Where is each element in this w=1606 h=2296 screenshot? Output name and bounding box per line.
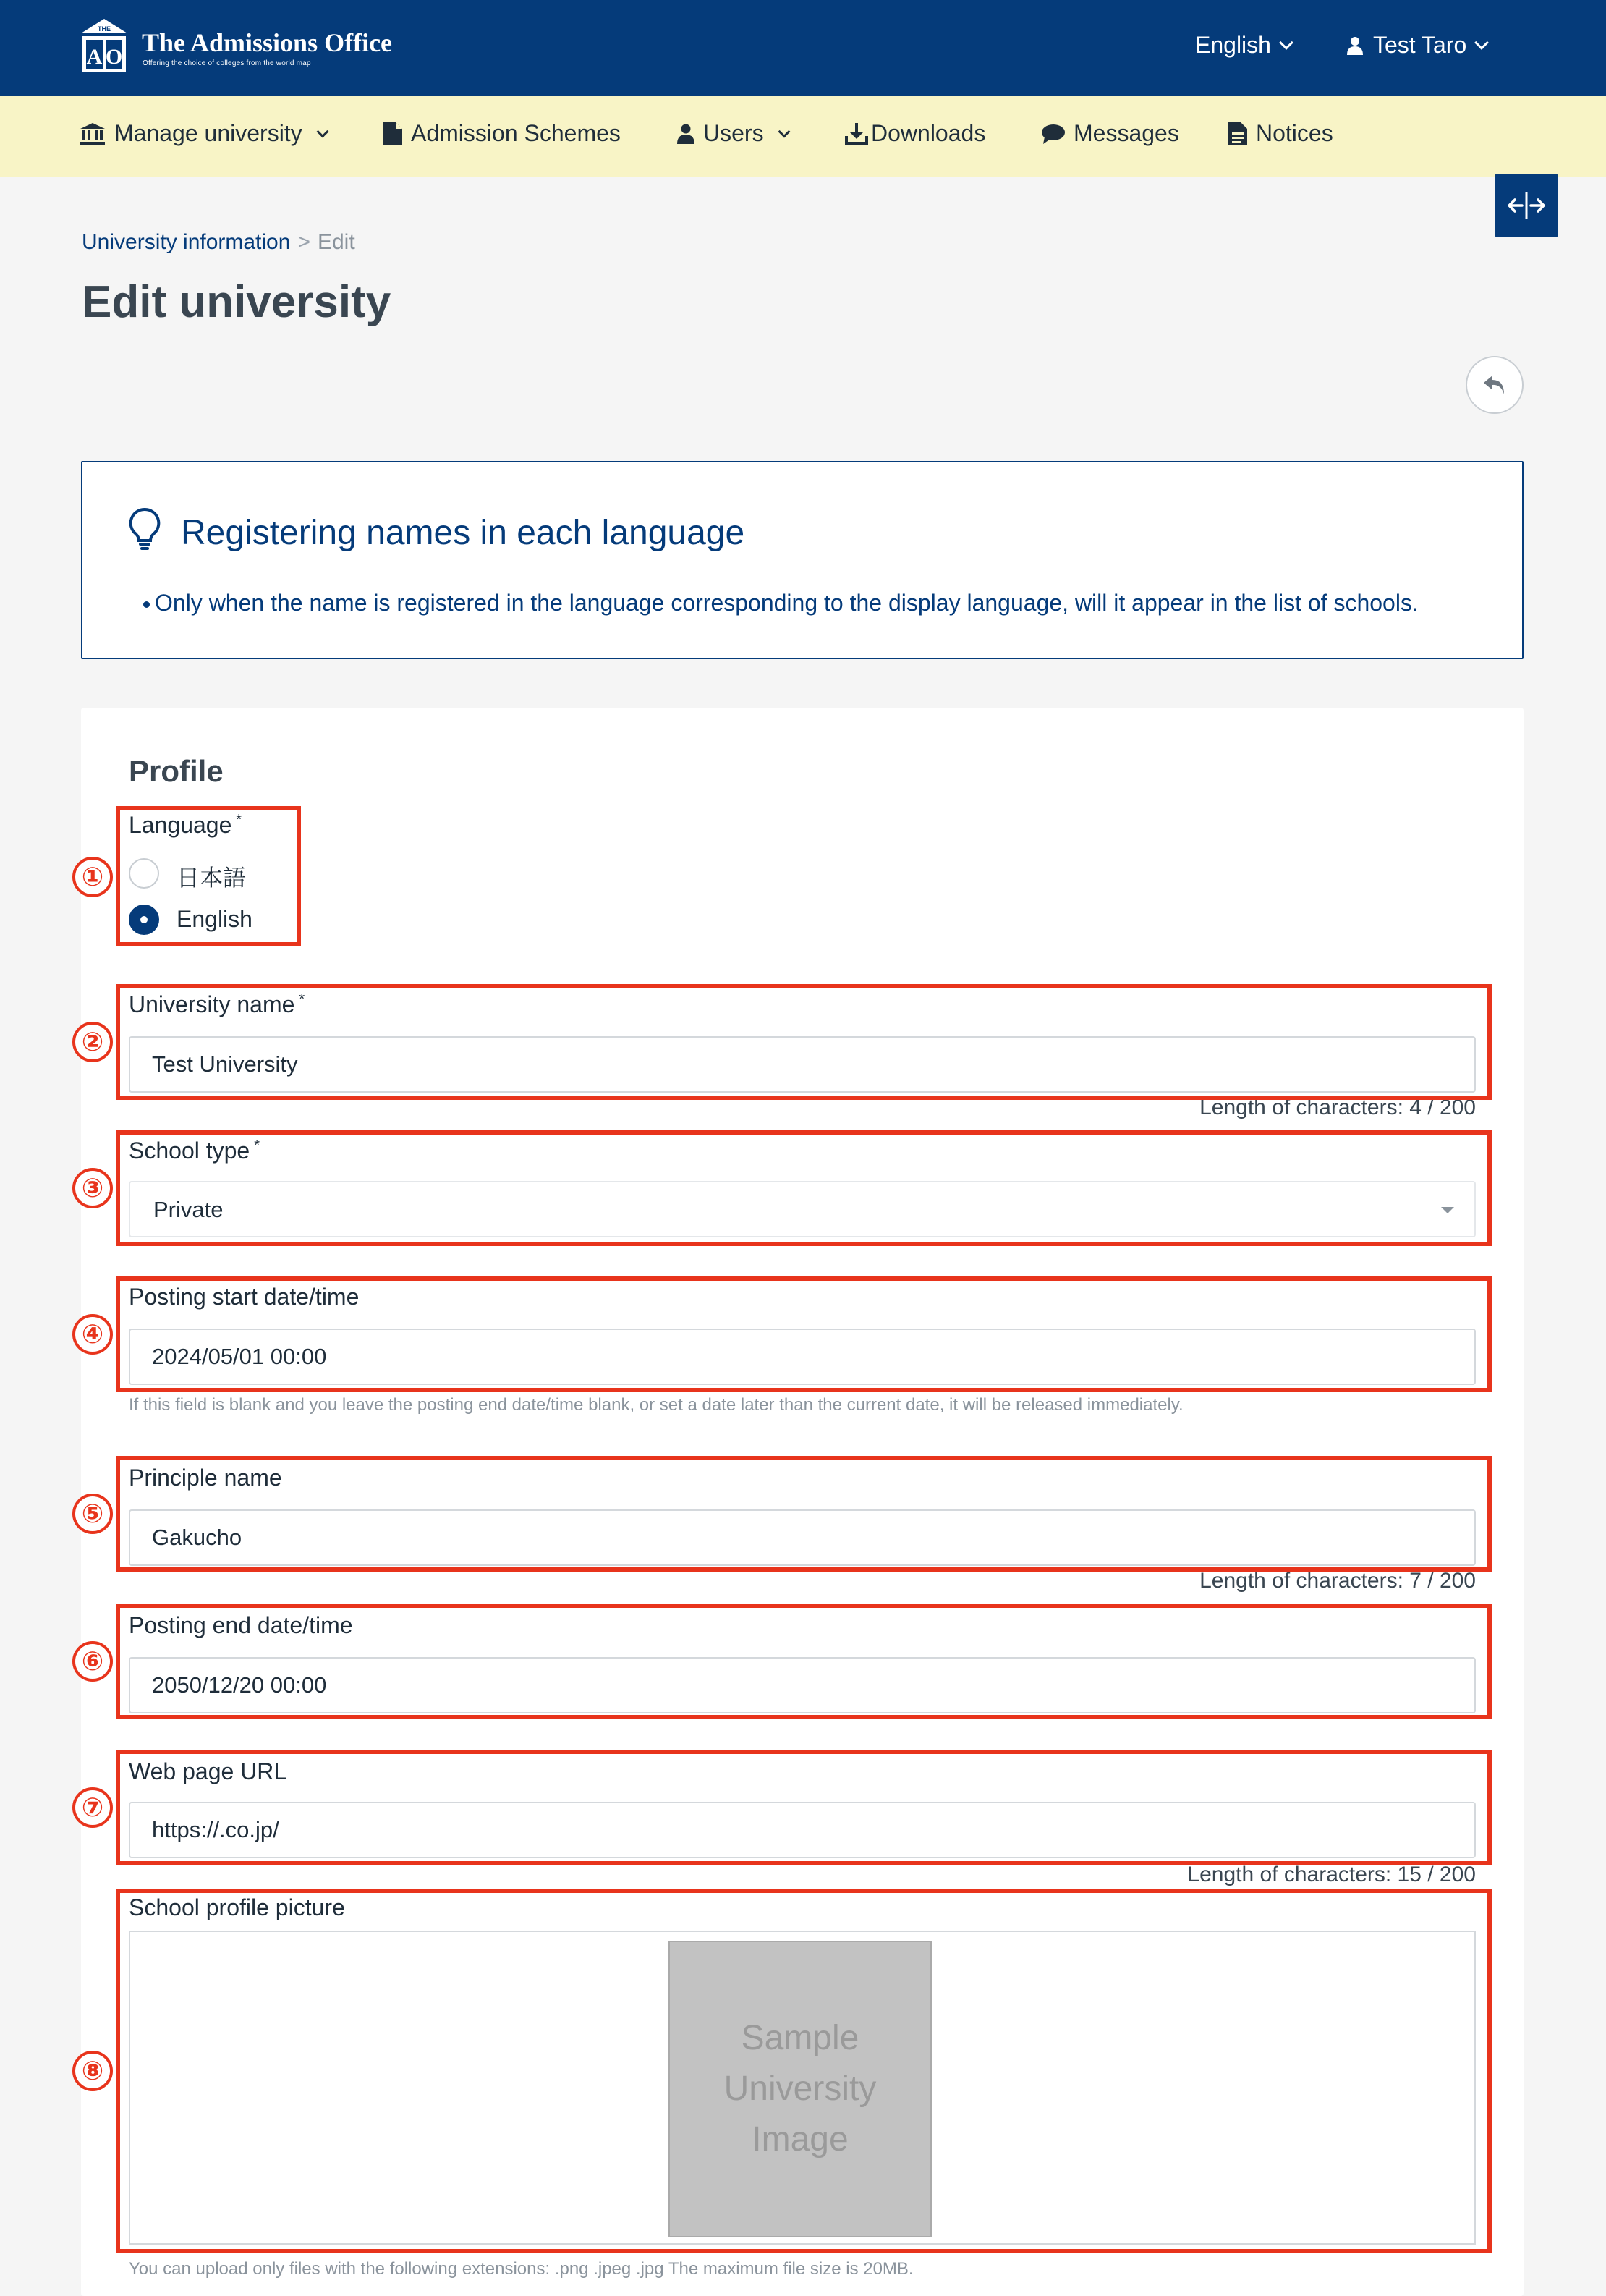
chevron-down-icon <box>316 125 328 137</box>
web-url-counter: Length of characters: 15 / 200 <box>1187 1863 1476 1886</box>
principle-name-label: Principle name <box>129 1465 282 1491</box>
posting-start-help: If this field is blank and you leave the posting end date/time blank, or set a date later than the current date, it will be released immediately. <box>129 1395 1184 1415</box>
school-type-label-text: School type <box>129 1138 250 1164</box>
chevron-down-icon <box>1474 35 1489 50</box>
user-icon <box>677 124 694 144</box>
sidebar-toggle-button[interactable] <box>1495 174 1558 237</box>
chevron-down-icon <box>1279 35 1293 50</box>
info-title: Registering names in each language <box>181 514 745 552</box>
university-name-label <box>129 991 305 1018</box>
svg-text:A: A <box>86 45 103 69</box>
notice-icon <box>1228 122 1247 145</box>
posting-start-input[interactable] <box>129 1329 1476 1385</box>
nav-label: Downloads <box>871 120 986 146</box>
posting-start-label: Posting start date/time <box>129 1284 360 1310</box>
bank-icon <box>80 122 106 145</box>
school-type-label <box>129 1138 260 1164</box>
nav-manage-university[interactable] <box>80 120 327 147</box>
required-mark: * <box>254 1138 260 1154</box>
annotation-number: ⑥ <box>72 1641 113 1682</box>
principle-name-input[interactable] <box>129 1509 1476 1566</box>
user-menu[interactable] <box>1347 32 1487 59</box>
nav-messages[interactable] <box>1042 120 1179 147</box>
document-icon <box>383 122 402 145</box>
language-option-english[interactable]: English <box>177 906 252 932</box>
annotation-number: ⑧ <box>72 2051 113 2091</box>
university-name-label-text: University name <box>129 991 295 1017</box>
lightbulb-icon <box>129 507 161 552</box>
profile-picture-preview <box>668 1941 932 2237</box>
nav-users[interactable] <box>677 120 789 147</box>
nav-label: Notices <box>1256 120 1333 146</box>
expand-horizontal-icon <box>1506 191 1547 220</box>
nav-admission-schemes[interactable] <box>383 120 621 147</box>
user-menu-label: Test Taro <box>1373 32 1467 58</box>
university-name-counter: Length of characters: 4 / 200 <box>1199 1096 1476 1119</box>
page-title: Edit university <box>82 277 391 327</box>
brand-subtitle: Offering the choice of colleges from the world map <box>143 59 311 67</box>
chevron-down-icon <box>778 125 790 137</box>
brand-title: The Admissions Office <box>142 28 393 57</box>
annotation-number: ④ <box>72 1314 113 1355</box>
back-arrow-icon <box>1482 374 1507 396</box>
school-type-select[interactable] <box>129 1181 1476 1237</box>
caret-down-icon <box>1441 1207 1454 1213</box>
breadcrumb <box>82 230 355 255</box>
annotation-number: ③ <box>72 1168 113 1208</box>
section-title: Profile <box>129 754 224 788</box>
nav-label: Admission Schemes <box>411 120 621 146</box>
required-mark: * <box>299 991 305 1008</box>
language-radio-english[interactable] <box>129 905 159 935</box>
web-url-label: Web page URL <box>129 1758 287 1784</box>
nav-label: Manage university <box>114 120 302 146</box>
top-header <box>0 0 1606 96</box>
sample-image-text: Sample University Image <box>723 2019 877 2159</box>
school-type-value: Private <box>153 1197 224 1222</box>
language-dropdown[interactable] <box>1195 32 1291 59</box>
web-url-input[interactable] <box>129 1802 1476 1858</box>
breadcrumb-separator: > <box>297 230 310 254</box>
profile-picture-help: You can upload only files with the following extensions: .png .jpeg .jpg The maximum file size is 20MB. <box>129 2259 914 2279</box>
annotation-number: ⑦ <box>72 1787 113 1828</box>
download-icon <box>845 123 868 145</box>
info-callout <box>81 461 1524 659</box>
nav-label: Users <box>703 120 764 146</box>
info-bullet: Only when the name is registered in the language corresponding to the display language, will it appear in the list of schools. <box>155 590 1419 616</box>
annotation-number: ① <box>72 857 113 897</box>
nav-notices[interactable] <box>1228 120 1333 147</box>
principle-name-counter: Length of characters: 7 / 200 <box>1199 1569 1476 1593</box>
posting-end-label: Posting end date/time <box>129 1612 353 1638</box>
user-icon <box>1347 36 1363 55</box>
language-label <box>129 812 242 839</box>
nav-downloads[interactable] <box>845 120 985 147</box>
nav-label: Messages <box>1074 120 1179 146</box>
posting-end-input[interactable] <box>129 1657 1476 1713</box>
profile-picture-label: School profile picture <box>129 1894 345 1920</box>
breadcrumb-link[interactable]: University information <box>82 230 291 254</box>
annotation-number: ② <box>72 1022 113 1062</box>
back-button[interactable] <box>1466 356 1524 414</box>
logo[interactable] <box>80 17 129 74</box>
language-radio-japanese[interactable] <box>129 858 159 889</box>
breadcrumb-current: Edit <box>317 230 355 254</box>
university-name-input[interactable] <box>129 1036 1476 1093</box>
svg-text:O: O <box>105 45 123 69</box>
language-label-text: Language <box>129 812 232 838</box>
required-mark: * <box>236 812 242 829</box>
svg-text:THE: THE <box>98 25 111 33</box>
chat-bubble-icon <box>1042 124 1065 144</box>
language-option-japanese[interactable]: 日本語 <box>177 865 247 891</box>
language-dropdown-label: English <box>1195 32 1271 58</box>
annotation-number: ⑤ <box>72 1494 113 1534</box>
